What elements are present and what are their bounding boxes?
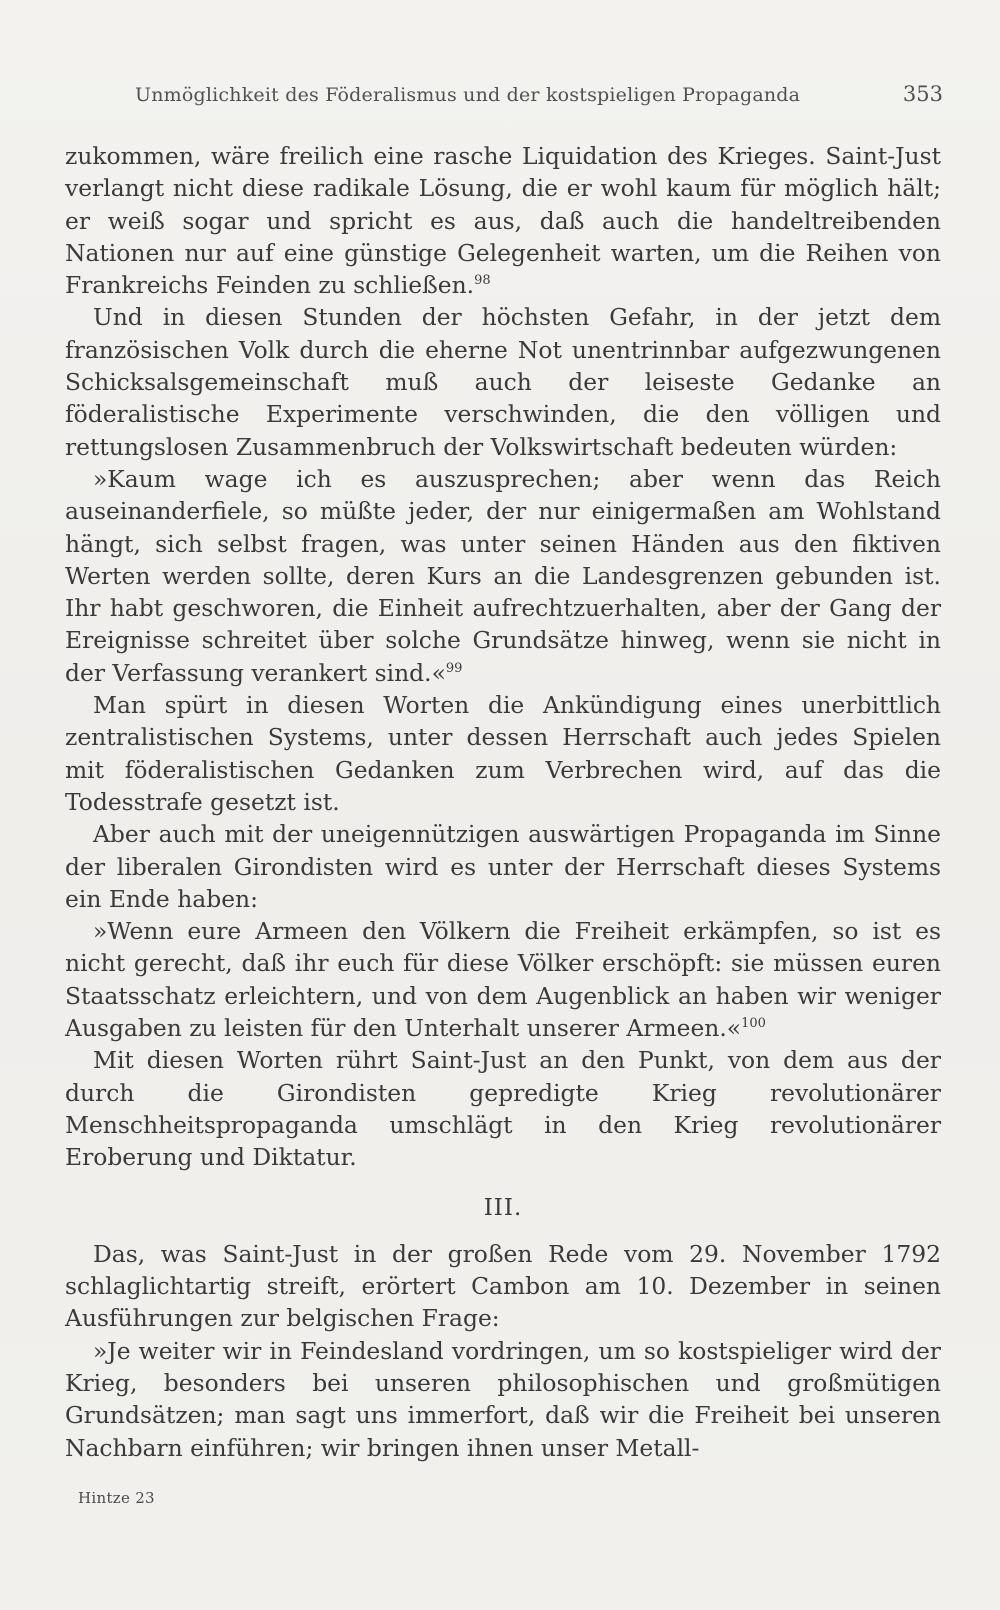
paragraph — [65, 301, 941, 462]
paragraph — [65, 689, 941, 818]
paragraph-text: Das, was Saint-Just in der großen Rede vom 29. November 1792 schlaglichtartig streift, erörtert Cambon am 10. Dezember in seinen Ausführungen zur belgischen Frage: — [65, 1239, 941, 1333]
footnote-ref: 99 — [445, 660, 463, 676]
paragraph-text: Man spürt in diesen Worten die Ankündigung eines unerbittlich zentralistischen Systems, unter dessen Herrschaft auch jedes Spielen mit föderalistischen Gedanken zum Verbrechen wird, auf das die Todesstrafe gesetzt ist. — [65, 691, 941, 816]
paragraph — [65, 140, 941, 301]
footnote-ref: 100 — [741, 1016, 766, 1032]
page-number: 353 — [902, 82, 943, 106]
section-heading: III. — [483, 1194, 523, 1221]
paragraph — [65, 1238, 941, 1335]
paragraph-text: »Je weiter wir in Feindesland vordringen, um so kostspieliger wird der Krieg, besonders bei unseren philosophischen und großmütigen Grundsätzen; man sagt uns immerfort, daß wir die Freiheit bei unseren Nachbarn einführen; wir bringen ihnen unser Metall- — [65, 1336, 941, 1462]
body-text — [65, 140, 941, 1464]
paragraph-text: zukommen, wäre freilich eine rasche Liquidation des Krieges. Saint-Just verlangt nicht diese radikale Lösung, die er wohl kaum für möglich hält; er weiß sogar und spricht es aus, daß auch die handeltreibenden Nationen nur auf eine günstige Gelegenheit warten, um die Reihen von Frankreichs Feinden zu schließen. — [65, 142, 941, 300]
paragraph-text: »Wenn eure Armeen den Völkern die Freiheit erkämpfen, so ist es nicht gerecht, daß ihr euch für diese Völker erschöpft: sie müssen euren Staatsschatz erleichtern, und von dem Augenblick an haben wir weniger Ausgaben zu leisten für den Unterhalt unserer Armeen.« — [65, 917, 941, 1043]
paragraph — [65, 818, 941, 915]
running-head — [135, 84, 955, 112]
quote-paragraph — [65, 463, 941, 689]
paragraph-text: Mit diesen Worten rührt Saint-Just an den Punkt, von dem aus der durch die Girondisten gepredigte Krieg revolutionärer Menschheitspropaganda umschlägt in den Krieg revolutionärer Eroberung und Diktatur. — [65, 1046, 941, 1172]
quote-paragraph — [65, 1335, 941, 1464]
running-head-title: Unmöglichkeit des Föderalismus und der kostspieligen Propaganda — [135, 84, 801, 106]
paragraph-text: »Kaum wage ich es auszusprechen; aber wenn das Reich auseinanderfiele, so müßte jeder, der nur einigermaßen am Wohlstand hängt, sich selbst fragen, was unter seinen Händen aus den fiktiven Werten werden sollte, deren Kurs an die Landesgrenzen gebunden ist. Ihr habt geschworen, die Einheit aufrechtzuerhalten, aber der Gang der Ereignisse schreitet über solche Grundsätze hinweg, wenn sie nicht in der Verfassung verankert sind.« — [65, 464, 941, 687]
paragraph — [65, 1044, 941, 1173]
paragraph-text: Und in diesen Stunden der höchsten Gefahr, in der jetzt dem französischen Volk durch die eherne Not unentrinnbar aufgezwungenen Schicksalsgemeinschaft muß auch der leiseste Gedanke an föderalistische Experimente verschwinden, die den völligen und rettungslosen Zusammenbruch der Volkswirtschaft bedeuten würden: — [65, 303, 941, 461]
quote-paragraph — [65, 915, 941, 1044]
footnote-ref: 98 — [474, 273, 491, 289]
paragraph-text: Aber auch mit der uneigennützigen auswärtigen Propaganda im Sinne der liberalen Girondisten wird es unter der Herrschaft dieses Systems ein Ende haben: — [65, 820, 941, 913]
signature-mark: Hintze 23 — [78, 1489, 155, 1507]
